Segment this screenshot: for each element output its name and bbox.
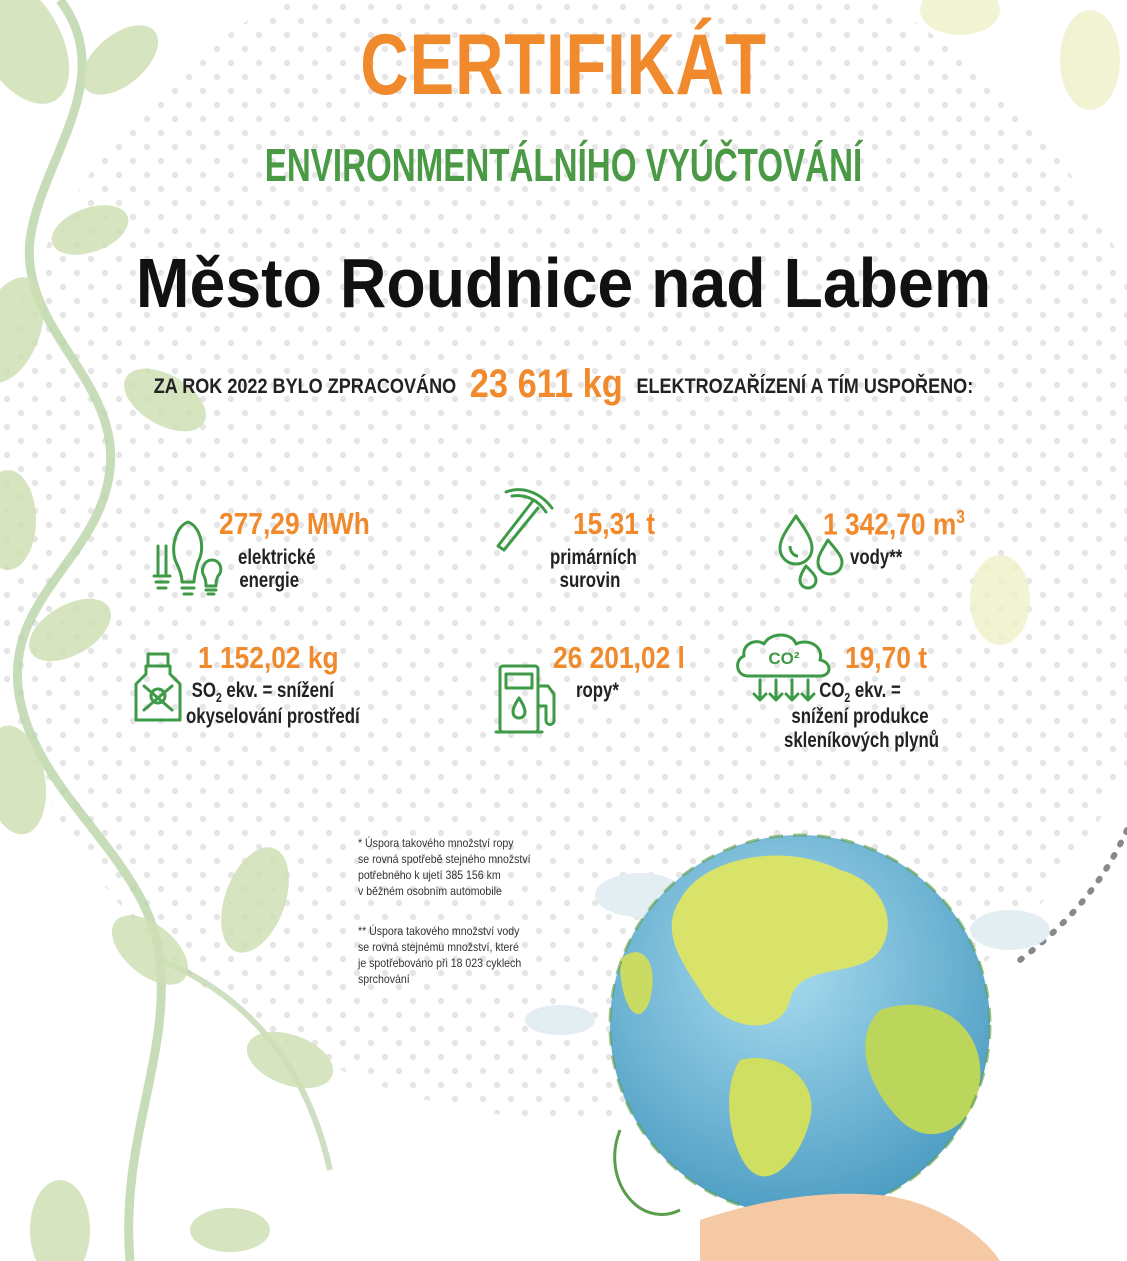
certificate-title: CERTIFIKÁT: [360, 17, 767, 113]
pickaxe-icon: [492, 486, 556, 556]
summary-amount: 23 611 kg: [469, 362, 623, 406]
poison-bottle-icon: [130, 650, 186, 724]
certificate-subtitle: ENVIRONMENTÁLNÍHO VYÚČTOVÁNÍ: [264, 139, 863, 191]
oil-footnote: * Úspora takového množství ropy se rovná spotřebě stejného množství potřebného k ujetí 385 156 km v běžném osobním automobile: [358, 836, 531, 898]
co2-value: 19,70 t: [845, 640, 928, 675]
water-footnote: ** Úspora takového množství vody se rovná stejnému množství, které je spotřebováno při 18 023 cyklech sprchování: [358, 924, 522, 986]
lightbulb-icon: [146, 518, 230, 600]
oil-label: ropy*: [576, 679, 619, 702]
co2-label: $CO_2$ ekv. = snížení produkce skleníkových plynů: [784, 679, 939, 752]
summary-line: [79, 362, 1048, 407]
oil-value: 26 201,02 l: [553, 640, 685, 675]
summary-prefix: ZA ROK 2022 BYLO ZPRACOVÁNO: [153, 375, 457, 398]
so2-value: 1 152,02 kg: [198, 640, 339, 675]
so2-label: $SO_2$ ekv. = snížení okyselování prostředí: [186, 679, 360, 729]
electricity-label: elektrické energie: [238, 546, 316, 593]
globe-illustration: [610, 835, 990, 1215]
water-value: 1 342,70 $m^3$: [823, 506, 965, 542]
electricity-value: 277,29 MWh: [219, 506, 370, 541]
raw-materials-value: 15,31 t: [573, 506, 656, 541]
summary-suffix: ELEKTROZAŘÍZENÍ A TÍM USPOŘENO:: [636, 375, 974, 398]
water-label: vody**: [850, 546, 903, 569]
city-name: Město Roudnice nad Labem: [135, 244, 992, 322]
raw-materials-label: primárních surovin: [550, 546, 637, 593]
co2-icon-text: CO²: [768, 649, 800, 668]
water-unit-exponent: 3: [956, 507, 965, 527]
